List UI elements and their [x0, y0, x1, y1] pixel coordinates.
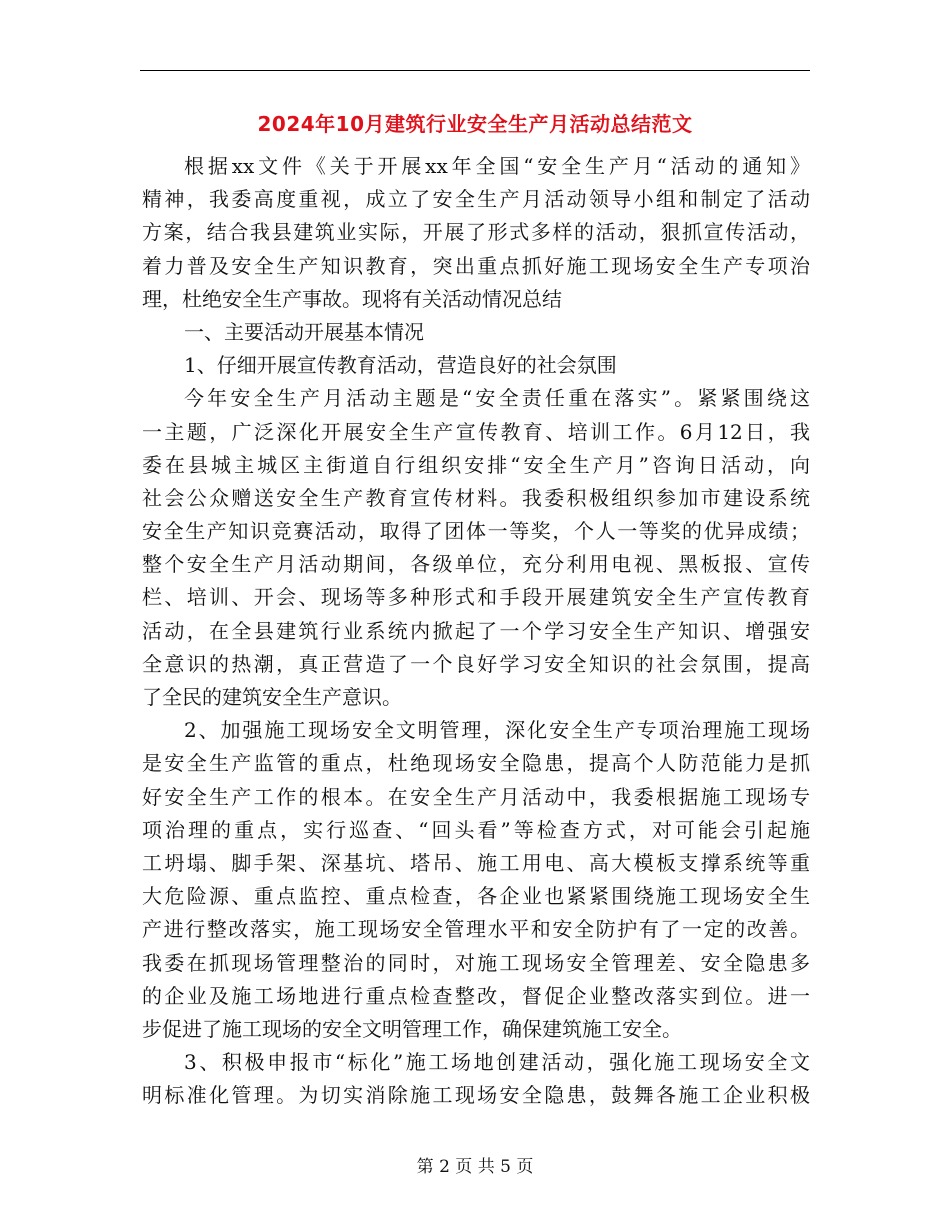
document-title: 2024年10月建筑行业安全生产月活动总结范文 [257, 112, 693, 136]
paragraph-line: 了全民的建筑安全生产意识。 [142, 685, 402, 709]
paragraph-line: 活动，在全县建筑行业系统内掀起了一个学习安全生产知识、增强安 [142, 618, 810, 643]
page-footer: 第 2 页 共 5 页 [416, 1157, 534, 1177]
paragraph-line: 全意识的热潮，真正营造了一个良好学习安全知识的社会氛围，提高 [142, 651, 810, 676]
paragraph-line: 一主题，广泛深化开展安全生产宣传教育、培训工作。6月12日，我 [142, 419, 810, 444]
paragraph-line: 的企业及施工场地进行重点检查整改，督促企业整改落实到位。进一 [142, 983, 810, 1008]
paragraph-line: 2、加强施工现场安全文明管理，深化安全生产专项治理施工现场 [184, 718, 810, 743]
paragraph-line: 精神，我委高度重视，成立了安全生产月活动领导小组和制定了活动 [142, 187, 810, 212]
paragraph-line: 理，杜绝安全生产事故。现将有关活动情况总结 [142, 286, 562, 311]
paragraph-line: 项治理的重点，实行巡查、“回头看”等检查方式，对可能会引起施 [142, 817, 810, 842]
paragraph-line: 安全生产知识竞赛活动，取得了团体一等奖，个人一等奖的优异成绩； [142, 519, 810, 544]
paragraph-line: 产进行整改落实，施工现场安全管理水平和安全防护有了一定的改善。 [142, 917, 810, 942]
paragraph-line: 根据xx文件《关于开展xx年全国“安全生产月“活动的通知》 [184, 154, 810, 178]
paragraph-line: 整个安全生产月活动期间，各级单位，充分利用电视、黑板报、宣传 [142, 552, 810, 577]
paragraph-line: 我委在抓现场管理整治的同时，对施工现场安全管理差、安全隐患多 [142, 950, 810, 975]
paragraph-line: 好安全生产工作的根本。在安全生产月活动中，我委根据施工现场专 [142, 784, 810, 809]
paragraph-line: 今年安全生产月活动主题是“安全责任重在落实”。紧紧围绕这 [184, 386, 810, 411]
paragraph-line: 是安全生产监管的重点，杜绝现场安全隐患，提高个人防范能力是抓 [142, 751, 810, 776]
paragraph-line: 社会公众赠送安全生产教育宣传材料。我委积极组织参加市建设系统 [142, 485, 810, 510]
paragraph-line: 栏、培训、开会、现场等多种形式和手段开展建筑安全生产宣传教育 [142, 585, 810, 610]
paragraph-line: 大危险源、重点监控、重点检查，各企业也紧紧围绕施工现场安全生 [142, 884, 810, 909]
paragraph-line: 着力普及安全生产知识教育，突出重点抓好施工现场安全生产专项治 [142, 253, 810, 278]
paragraph-line: 明标准化管理。为切实消除施工现场安全隐患，鼓舞各施工企业积极 [142, 1083, 810, 1108]
header-rule [140, 70, 810, 71]
paragraph-line: 步促进了施工现场的安全文明管理工作，确保建筑施工安全。 [142, 1016, 682, 1041]
paragraph-line: 3、积极申报市“标化”施工场地创建活动，强化施工现场安全文 [184, 1050, 810, 1075]
paragraph-line: 一、主要活动开展基本情况 [184, 319, 424, 344]
paragraph-line: 委在县城主城区主街道自行组织安排“安全生产月”咨询日活动，向 [142, 452, 810, 477]
paragraph-line: 工坍塌、脚手架、深基坑、塔吊、施工用电、高大模板支撑系统等重 [142, 850, 810, 875]
paragraph-line: 1、仔细开展宣传教育活动，营造良好的社会氛围 [184, 353, 617, 378]
document-body [142, 150, 810, 1112]
paragraph-line: 方案，结合我县建筑业实际，开展了形式多样的活动，狠抓宣传活动， [142, 220, 810, 245]
